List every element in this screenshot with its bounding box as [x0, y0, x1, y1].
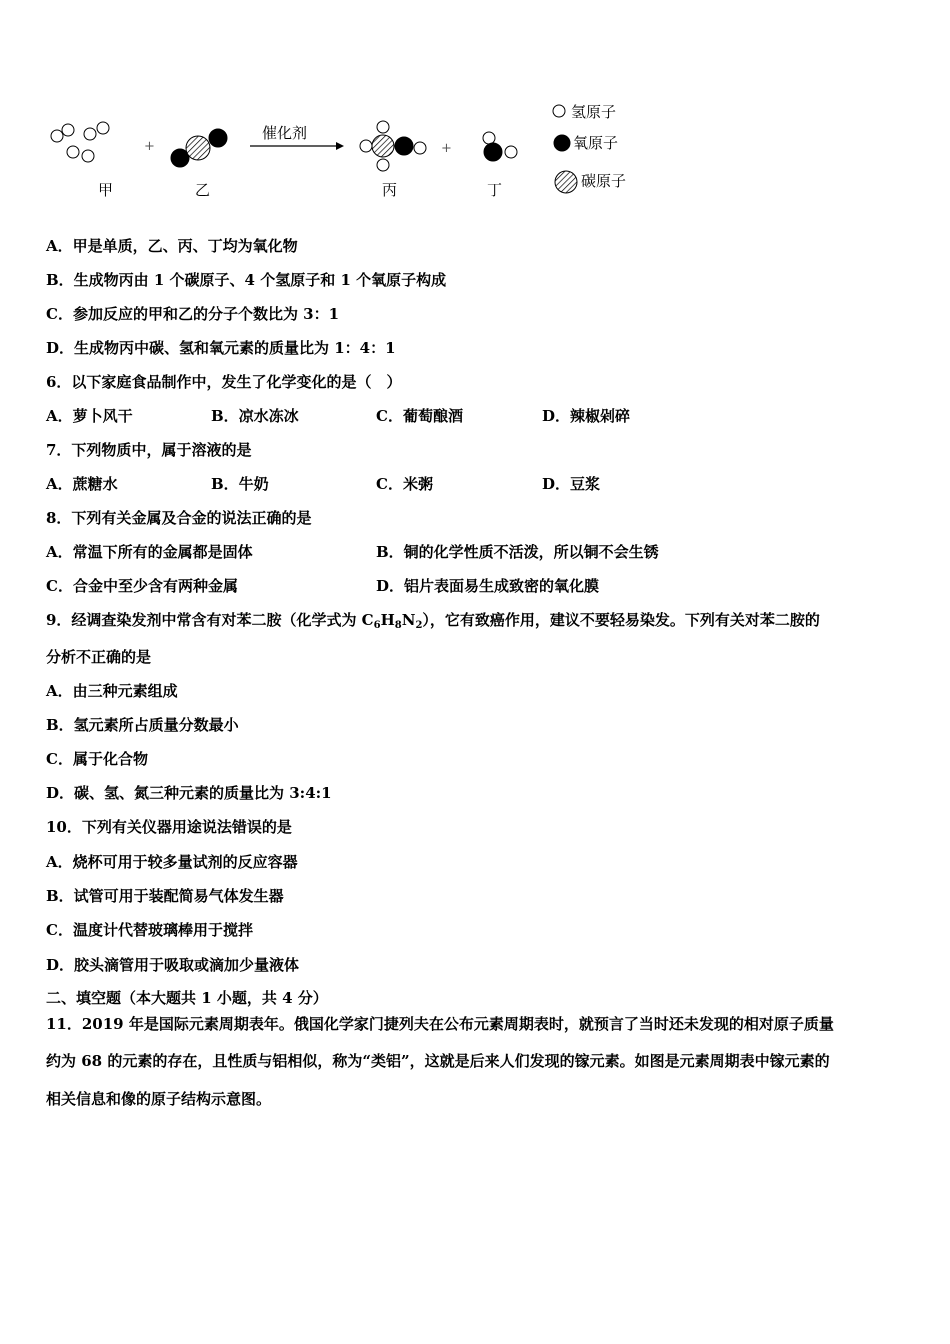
legend-carbon: 碳原子 [581, 172, 627, 190]
q10-option-b: B．试管可用于装配简易气体发生器 [46, 887, 284, 905]
plus-sign-2: + [441, 141, 452, 156]
q5-option-c: C．参加反应的甲和乙的分子个数比为 3：1 [46, 305, 340, 323]
plus-sign-1: + [144, 139, 155, 154]
q9-stem-post: ），它有致癌作用，建议不要轻易染发。下列有关对苯二胺的 [422, 611, 820, 629]
q6-option-a: A．萝卜风干 [46, 407, 133, 425]
q6-option-c: C．葡萄酿酒 [376, 407, 463, 425]
q8-option-b: B．铜的化学性质不活泼，所以铜不会生锈 [376, 543, 659, 561]
legend-oxygen: 氧原子 [573, 134, 619, 152]
q9-sub-c: 6 [373, 620, 381, 631]
q9-n: N [401, 611, 416, 629]
q7-option-d: D．豆浆 [542, 475, 601, 493]
q7-option-b: B．牛奶 [211, 475, 269, 493]
molecule-ding [483, 132, 517, 161]
q10-stem: 10．下列有关仪器用途说法错误的是 [46, 818, 292, 836]
q7-option-c: C．米粥 [376, 475, 433, 493]
q6-stem: 6．以下家庭食品制作中，发生了化学变化的是（ ） [46, 373, 402, 391]
q9-stem-pre: 9．经调查染发剂中常含有对苯二胺（化学式为 C [46, 611, 374, 629]
q9-option-c: C．属于化合物 [46, 750, 148, 768]
q9-option-d: D．碳、氢、氮三种元素的质量比为 3:4:1 [46, 784, 332, 802]
q7-stem: 7．下列物质中，属于溶液的是 [46, 441, 252, 459]
q6-option-b: B．凉水冻冰 [211, 407, 299, 425]
q9-stem-line2: 分析不正确的是 [46, 648, 152, 666]
q9-sub-h: 8 [394, 620, 402, 631]
q10-option-c: C．温度计代替玻璃棒用于搅拌 [46, 921, 253, 939]
label-yi: 乙 [195, 181, 211, 199]
arrow-head [336, 142, 344, 150]
legend [553, 103, 626, 193]
section-title-fill-in: 二、填空题（本大题共 1 小题，共 4 分） [46, 989, 328, 1007]
q8-stem: 8．下列有关金属及合金的说法正确的是 [46, 509, 312, 527]
q9-sub-n: 2 [415, 620, 423, 631]
q11-line1: 11．2019 年是国际元素周期表年。俄国化学家门捷列夫在公布元素周期表时，就预言了当时还未发现的相对原子质量 [46, 1015, 834, 1033]
label-bing: 丙 [382, 181, 398, 199]
hydrogen-legend-icon [553, 105, 565, 117]
q10-option-a: A．烧杯可用于较多量试剂的反应容器 [46, 853, 298, 871]
q6-option-d: D．辣椒剁碎 [542, 407, 631, 425]
q9-h: H [380, 611, 395, 629]
molecule-jia [51, 122, 109, 162]
q9-option-a: A．由三种元素组成 [46, 682, 178, 700]
q5-option-b: B．生成物丙由 1 个碳原子、4 个氢原子和 1 个氧原子构成 [46, 271, 447, 289]
q5-option-a: A．甲是单质，乙、丙、丁均为氧化物 [46, 237, 298, 255]
q5-option-d: D．生成物丙中碳、氢和氧元素的质量比为 1：4：1 [46, 339, 396, 357]
q11-line3: 相关信息和像的原子结构示意图。 [46, 1090, 272, 1108]
q9-option-b: B．氢元素所占质量分数最小 [46, 716, 239, 734]
q11-line2: 约为 68 的元素的存在，且性质与铝相似，称为“类铝”，这就是后来人们发现的镓元素。如图是元素周期表中镓元素的 [46, 1052, 830, 1070]
catalyst-label: 催化剂 [262, 124, 308, 142]
q8-option-d: D．铝片表面易生成致密的氧化膜 [376, 577, 600, 595]
q7-option-a: A．蔗糖水 [46, 475, 118, 493]
label-ding: 丁 [487, 181, 503, 199]
legend-hydrogen: 氢原子 [571, 103, 617, 121]
molecule-bing [360, 121, 426, 171]
q8-option-a: A．常温下所有的金属都是固体 [46, 543, 253, 561]
carbon-legend-icon [555, 171, 577, 193]
q8-option-c: C．合金中至少含有两种金属 [46, 577, 238, 595]
q10-option-d: D．胶头滴管用于吸取或滴加少量液体 [46, 956, 300, 974]
oxygen-legend-icon [554, 135, 570, 151]
label-jia: 甲 [98, 181, 114, 199]
molecule-yi [171, 129, 227, 167]
reaction-diagram-svg [40, 96, 660, 206]
reaction-diagram [40, 96, 660, 206]
q9-stem [46, 610, 820, 636]
